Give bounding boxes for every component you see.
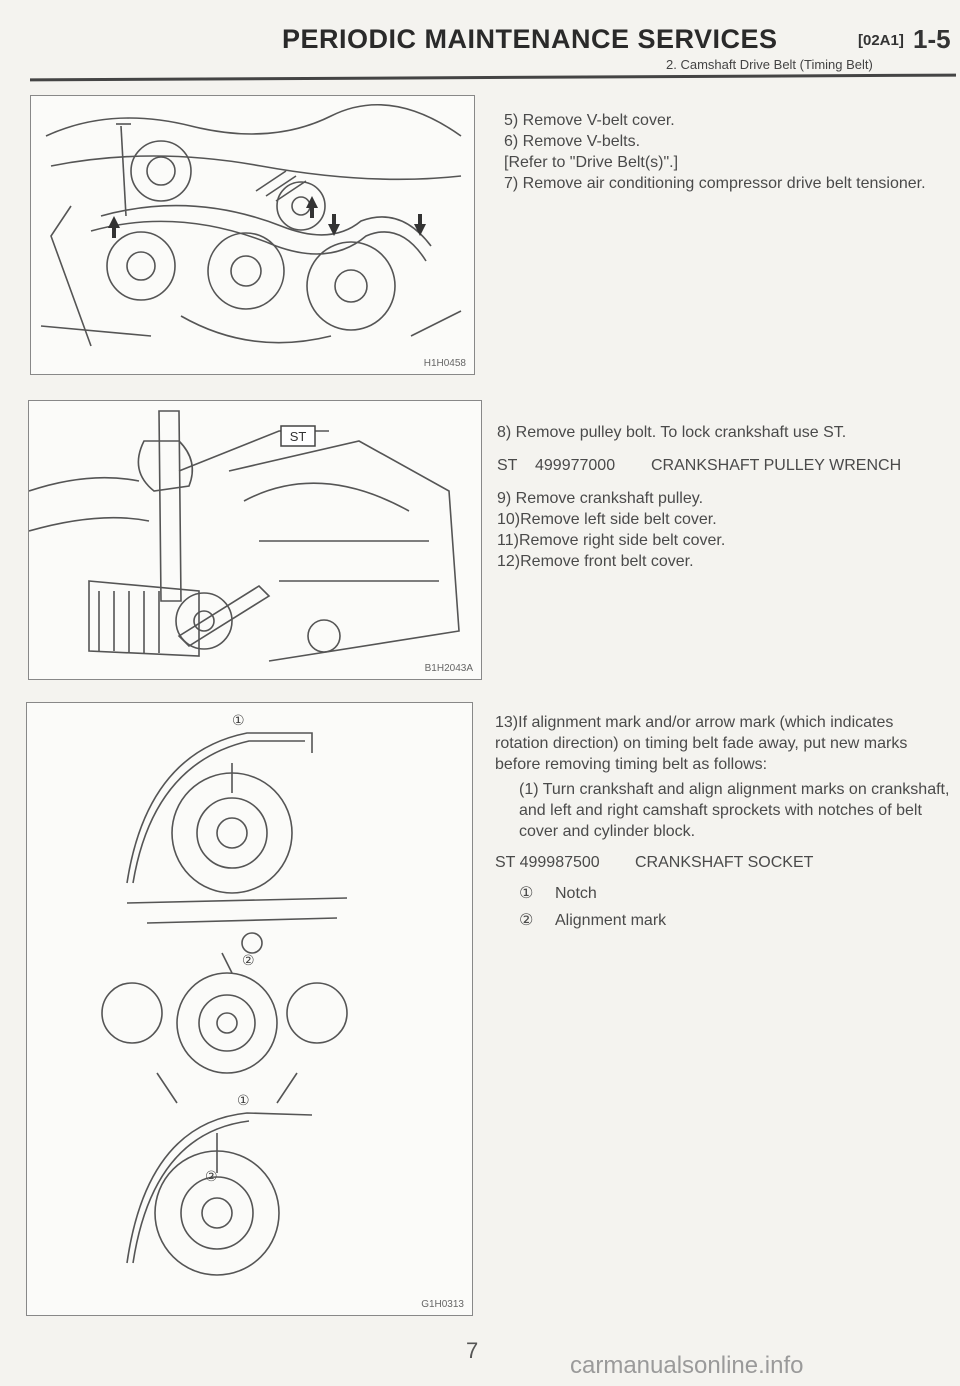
legend-num: ① (519, 885, 534, 902)
header-rule (30, 74, 956, 82)
step-11: 11)Remove right side belt cover. (497, 532, 726, 549)
watermark: carmanualsonline.info (570, 1352, 804, 1379)
page-number: 1-5 (913, 24, 951, 54)
callout-mark-1: ① (232, 712, 245, 728)
legend-text: Alignment mark (555, 912, 667, 929)
step-6: 6) Remove V-belts. (504, 133, 641, 150)
legend-notch (495, 883, 950, 904)
figure-alignment-marks (26, 702, 473, 1316)
steps-block-b (497, 422, 949, 572)
tool-name: CRANKSHAFT PULLEY WRENCH (651, 457, 902, 474)
figure-pulley-wrench (28, 400, 482, 680)
step-7: 7) Remove air conditioning compressor drive belt tensioner. (504, 175, 926, 192)
step-12: 12)Remove front belt cover. (497, 553, 694, 570)
callout-mark-2: ② (242, 952, 255, 968)
legend-alignment-mark (495, 910, 950, 931)
tool-label: ST (497, 457, 518, 474)
special-tool-row-2 (495, 852, 950, 873)
tool2-name: CRANKSHAFT SOCKET (635, 854, 814, 871)
sprocket-alignment-illustration (27, 703, 472, 1315)
step-8: 8) Remove pulley bolt. To lock crankshaft use ST. (497, 424, 847, 441)
steps-block-c (495, 712, 950, 931)
figure-label: B1H2043A (424, 663, 473, 674)
figure-label: H1H0458 (423, 358, 466, 369)
step-10: 10)Remove left side belt cover. (497, 511, 717, 528)
pulley-wrench-illustration (29, 401, 481, 679)
tool-number: 499977000 (535, 457, 616, 474)
figure-label: G1H0313 (421, 1299, 464, 1310)
step-5: 5) Remove V-belt cover. (504, 112, 675, 129)
section-code: [02A1] (858, 32, 904, 49)
page-title: PERIODIC MAINTENANCE SERVICES (282, 24, 778, 54)
tool2-label: ST 499987500 (495, 854, 600, 871)
legend-text: Notch (555, 885, 597, 902)
figure-vbelt-cover (30, 95, 475, 375)
step-9: 9) Remove crankshaft pulley. (497, 490, 704, 507)
engine-vbelt-illustration (31, 96, 474, 374)
legend-num: ② (519, 912, 534, 929)
callout-mark-3: ① (237, 1092, 250, 1108)
callout-mark-4: ② (205, 1168, 218, 1184)
section-subtitle: 2. Camshaft Drive Belt (Timing Belt) (666, 57, 873, 72)
steps-block-a (504, 110, 949, 194)
st-tag: ST (289, 429, 307, 444)
special-tool-row (497, 455, 949, 476)
step-13: 13)If alignment mark and/or arrow mark (which indicates rotation direction) on timing belt fade away, put new marks before removing timing belt as follows: (495, 714, 908, 773)
step-13-1: (1) Turn crankshaft and align alignment marks on crankshaft, and left and right camshaft sprockets with notches of belt cover and cylinder block. (519, 781, 950, 840)
footer-page-number: 7 (466, 1338, 479, 1363)
step-6-ref: [Refer to "Drive Belt(s)".] (504, 154, 679, 171)
